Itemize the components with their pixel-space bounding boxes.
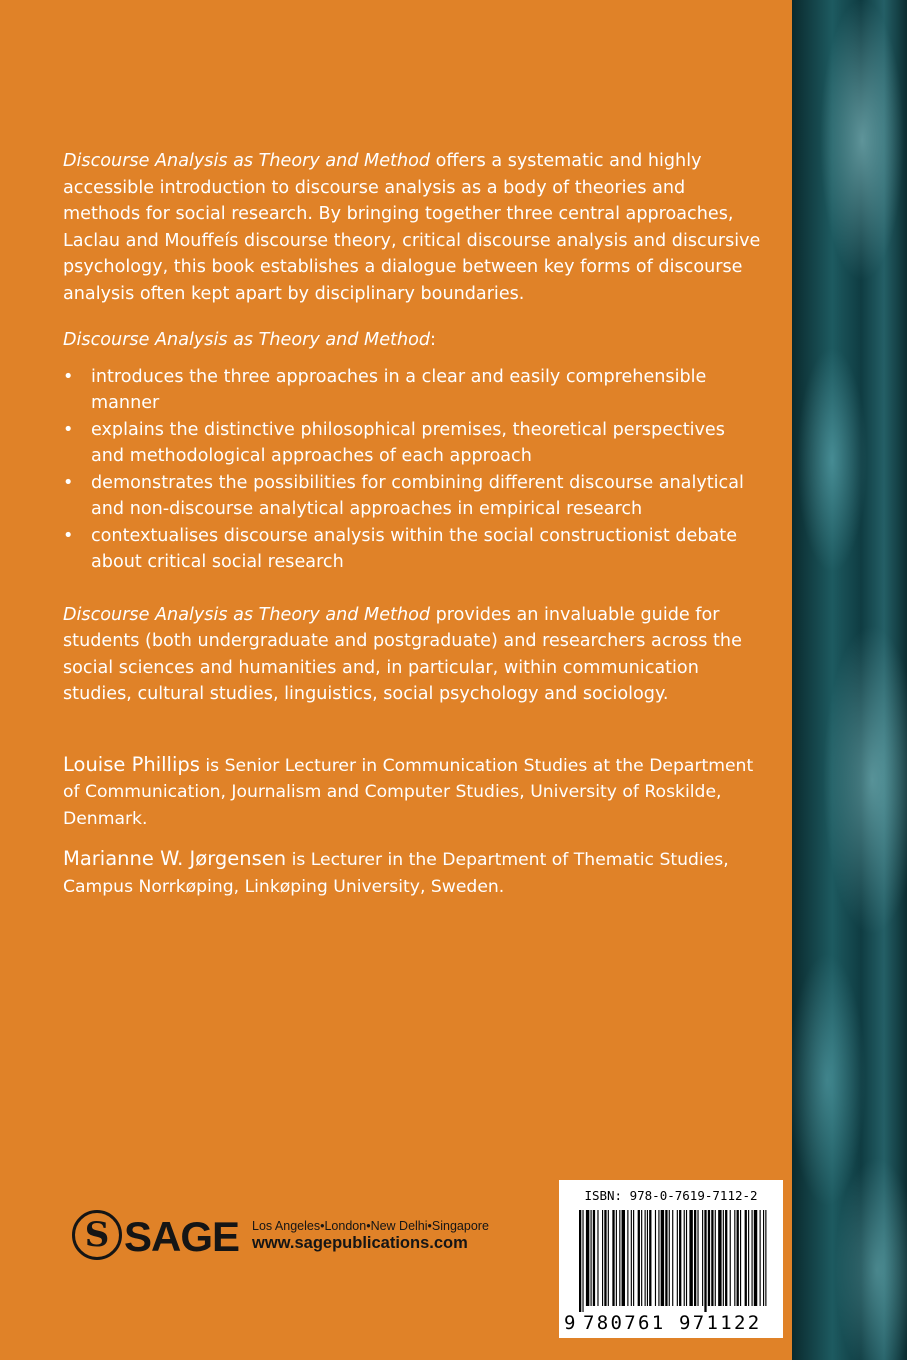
list-item-text: contextualises discourse analysis within the social constructionist debate about critical social research [91, 525, 738, 572]
barcode-bar [645, 1210, 646, 1306]
barcode-bar [754, 1210, 757, 1306]
list-item-text: explains the distinctive philosophical premises, theoretical perspectives and methodological approaches of each approach [91, 419, 725, 466]
bullet-icon: • [63, 366, 74, 387]
barcode-bar [702, 1210, 703, 1306]
bullet-icon: • [63, 419, 74, 440]
barcode-bar [723, 1210, 724, 1306]
barcode-lead-digit: 9 [564, 1312, 576, 1334]
book-title-italic: Discourse Analysis as Theory and Method [63, 151, 431, 171]
sage-emblem-icon: S [72, 1210, 122, 1260]
barcode-bar [745, 1210, 747, 1306]
list-item [63, 470, 763, 523]
barcode-bar [661, 1210, 664, 1306]
barcode-bar [740, 1210, 741, 1306]
barcode-bar [765, 1210, 766, 1306]
barcode-bar [708, 1210, 710, 1306]
barcode-bar [697, 1210, 698, 1306]
isbn-label: ISBN: 978-0-7619-7112-2 [584, 1188, 758, 1203]
description-paragraph-1 [63, 148, 763, 307]
list-item [63, 364, 763, 417]
barcode-left-digits: 780761 [583, 1312, 666, 1334]
book-title-italic: Discourse Analysis as Theory and Method [63, 604, 431, 625]
barcode-bar [586, 1210, 589, 1306]
barcode-bar [686, 1210, 687, 1306]
barcode-bar [679, 1210, 681, 1306]
barcode-bar [704, 1210, 706, 1312]
barcode-right-digits: 971122 [679, 1312, 762, 1334]
barcode-bar [718, 1210, 721, 1306]
barcode-bar [689, 1210, 692, 1306]
barcode-bar [616, 1210, 617, 1306]
barcode-bar [711, 1210, 713, 1306]
barcode-bar [633, 1210, 634, 1306]
barcode-bar [677, 1210, 678, 1306]
sage-wordmark: SAGE [124, 1213, 240, 1260]
description-paragraph-3 [63, 602, 763, 708]
barcode-bar [760, 1210, 761, 1306]
barcode-bar [752, 1210, 753, 1306]
barcode-bar [591, 1210, 592, 1306]
barcode-bar [737, 1210, 739, 1306]
barcode-bar [748, 1210, 749, 1306]
barcode-bar [684, 1210, 685, 1306]
feature-list [63, 364, 763, 576]
list-item [63, 417, 763, 470]
barcode-bar [597, 1210, 598, 1306]
teal-side-strip [792, 0, 907, 1360]
bullet-icon: • [63, 472, 74, 493]
barcode-bar [665, 1210, 667, 1306]
barcode-icon [579, 1210, 769, 1312]
barcode-bar [604, 1210, 606, 1306]
barcode-bar [608, 1210, 609, 1306]
barcode-bar [763, 1210, 764, 1306]
paragraph-text: : [430, 330, 436, 350]
barcode-digits [559, 1312, 783, 1336]
paragraph-text: provides an invaluable guide for students (both undergraduate and postgraduate) and researchers across the social sciences and humanities and, in particular, within communication studies, cultural studies, linguistics, social psychology and sociology. [63, 604, 742, 704]
barcode-bar [658, 1210, 659, 1306]
book-title-italic: Discourse Analysis as Theory and Method [63, 330, 431, 350]
barcode-bar [669, 1210, 670, 1306]
author-bio-text: is Lecturer in the Department of Thematic Studies, Campus Norrkøping, Linkøping University, Sweden. [63, 850, 729, 897]
barcode-bar [715, 1210, 716, 1306]
publisher-url: www.sagepublications.com [252, 1234, 468, 1252]
barcode-bar [602, 1210, 603, 1306]
author-name: Louise Phillips [63, 752, 200, 776]
barcode-bar [622, 1210, 625, 1306]
barcode-bar [649, 1210, 651, 1306]
bullet-icon: • [63, 525, 74, 546]
paragraph-text: offers a systematic and highly accessible introduction to discourse analysis as a body of theories and methods for social research. By bringing together three central approaches, Laclau and Mouffeís discourse theory, critical discourse analysis and discursive psychology, this book establishes a dialogue between key forms of discourse analysis often kept apart by disciplinary boundaries. [63, 151, 761, 304]
barcode-bar [619, 1210, 620, 1306]
barcode-bar [672, 1210, 673, 1306]
barcode-bar [638, 1210, 640, 1306]
isbn-barcode-box [559, 1180, 783, 1338]
barcode-bar [631, 1210, 632, 1306]
list-item-text: introduces the three approaches in a clear and easily comprehensible manner [91, 366, 707, 413]
list-item-text: demonstrates the possibilities for combining different discourse analytical and non-discourse analytical approaches in empirical research [91, 472, 744, 519]
barcode-bar [655, 1210, 656, 1306]
barcode-bar [579, 1210, 581, 1312]
barcode-bar [593, 1210, 595, 1306]
cover-text [63, 148, 763, 900]
author-name: Marianne W. Jørgensen [63, 847, 287, 870]
barcode-bar [612, 1210, 614, 1306]
list-item [63, 523, 763, 576]
barcode-bar [725, 1210, 727, 1306]
description-paragraph-2 [63, 327, 763, 354]
barcode-bar [647, 1210, 648, 1306]
publisher-cities: Los Angeles•London•New Delhi•Singapore [252, 1219, 489, 1233]
barcode-bar [730, 1210, 731, 1306]
author-bio-text: is Senior Lecturer in Communication Studies at the Department of Communication, Journalism and Computer Studies, University of Roskilde, Denmark. [63, 755, 754, 829]
barcode-bar [641, 1210, 642, 1306]
barcode-bar [582, 1210, 583, 1312]
barcode-bar [694, 1210, 696, 1306]
barcode-bar [734, 1210, 735, 1306]
barcode-bar [627, 1210, 628, 1306]
author-bio-2 [63, 846, 763, 900]
author-bio-1 [63, 752, 763, 833]
sage-logo [72, 1210, 240, 1262]
